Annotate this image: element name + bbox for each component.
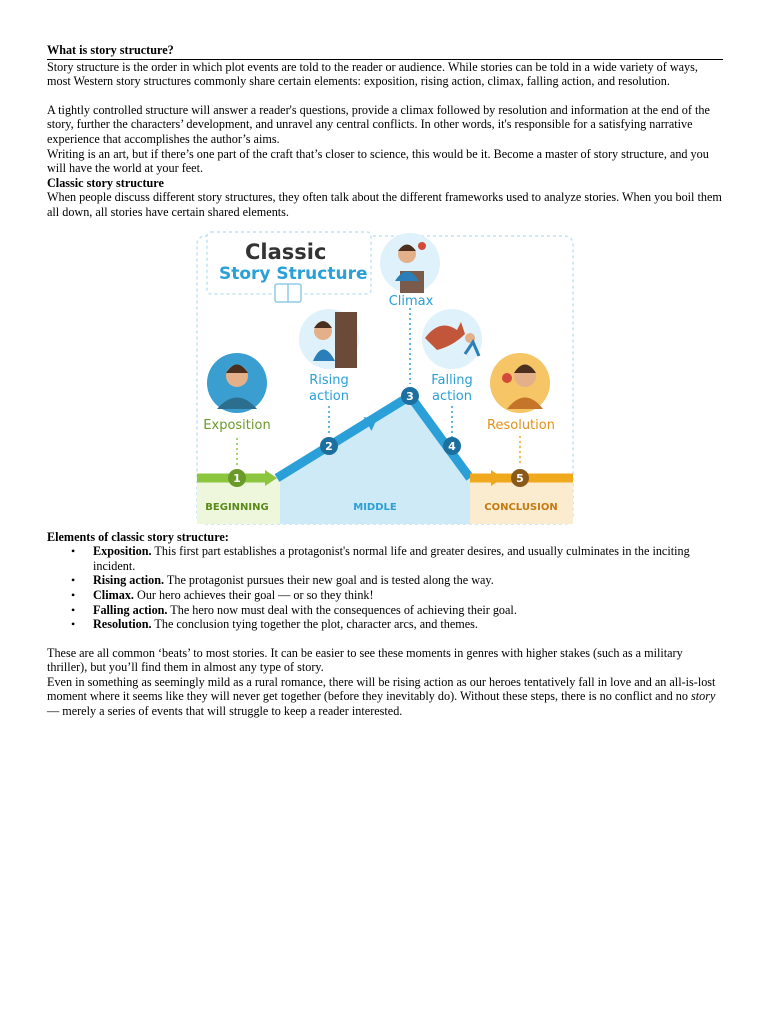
falling-character-icon	[422, 309, 482, 369]
story-structure-diagram	[195, 226, 575, 526]
figure-title-line2: Story Structure	[219, 263, 368, 284]
document-page	[47, 43, 723, 719]
stage-badge-3	[401, 387, 419, 405]
book-icon	[275, 284, 301, 302]
figure-title-line1: Classic	[245, 239, 327, 264]
stage-badge-1	[228, 469, 246, 487]
elements-list	[47, 544, 723, 632]
svg-text:5: 5	[516, 471, 524, 485]
section-label-middle: MIDDLE	[353, 501, 397, 513]
paragraph-rural-romance: Even in something as seemingly mild as a rural romance, there will be rising action as our heroes tentatively fall in love and an all-is-lost moment where it seems like they will never get together (before they inevitably do). Without these steps, there is no conflict and no story — merely a series of events that will struggle to keep a reader interested.	[47, 674, 716, 719]
svg-text:3: 3	[406, 389, 414, 403]
classic-structure-heading: Classic story structure	[47, 175, 164, 190]
section-label-beginning: BEGINNING	[205, 501, 269, 513]
paragraph-controlled-structure: A tightly controlled structure will answer a reader's questions, provide a climax followed by resolution and information at the end of the story, further the characters’ development, and unravel any central conflicts. In other words, it's responsible for a satisfying narrative experience that accomplishes the author’s aims.	[47, 102, 710, 146]
stage-label-falling-line2: action	[431, 388, 473, 404]
svg-text:1: 1	[233, 471, 241, 485]
stage-label-climax: Climax	[388, 293, 434, 309]
stage-label-rising-line1: Rising	[309, 372, 349, 388]
intro-paragraph: Story structure is the order in which plot events are told to the reader or audience. While stories can be told in a wide variety of ways, most Western story structures commonly share certain elements: exposition, rising action, climax, falling action, and resolution.	[47, 59, 698, 89]
list-item: • Exposition. This first part establishes a protagonist's normal life and greater desires, and usually culminates in the inciting incident.	[93, 544, 723, 573]
climax-character-icon	[380, 233, 440, 293]
exposition-character-icon	[207, 353, 267, 413]
resolution-character-icon	[490, 353, 550, 413]
list-item: • Rising action. The protagonist pursues their new goal and is tested along the way.	[93, 573, 723, 588]
page-title: What is story structure?	[47, 43, 723, 60]
paragraph-beats: These are all common ‘beats’ to most stories. It can be easier to see these moments in genres with higher stakes (such as a military thriller), but you’ll find them in almost any type of story.	[47, 645, 683, 675]
stage-badge-5	[511, 469, 529, 487]
list-item: • Resolution. The conclusion tying together the plot, character arcs, and themes.	[93, 617, 723, 632]
paragraph-frameworks: When people discuss different story structures, they often talk about the different frameworks used to analyze stories. When you boil them all down, all stories have certain shared elements.	[47, 190, 722, 219]
list-item: • Climax. Our hero achieves their goal — or so they think!	[93, 588, 723, 603]
stage-label-falling-line1: Falling	[431, 372, 473, 388]
diagram-svg	[195, 226, 575, 526]
stage-badge-4	[443, 437, 461, 455]
paragraph-writing-art: Writing is an art, but if there’s one part of the craft that’s closer to science, this would be it. Become a master of story structure, and you will have the world at your feet.	[47, 146, 709, 176]
stage-label-resolution: Resolution	[487, 417, 555, 433]
svg-text:4: 4	[448, 439, 456, 453]
stage-label-rising-line2: action	[308, 388, 350, 404]
rising-character-icon	[299, 309, 359, 369]
list-item: • Falling action. The hero now must deal with the consequences of achieving their goal.	[93, 603, 723, 618]
svg-text:2: 2	[325, 439, 333, 453]
stage-label-exposition: Exposition	[203, 417, 271, 433]
stage-badge-2	[320, 437, 338, 455]
elements-heading: Elements of classic story structure:	[47, 529, 229, 544]
section-label-conclusion: CONCLUSION	[484, 501, 558, 513]
